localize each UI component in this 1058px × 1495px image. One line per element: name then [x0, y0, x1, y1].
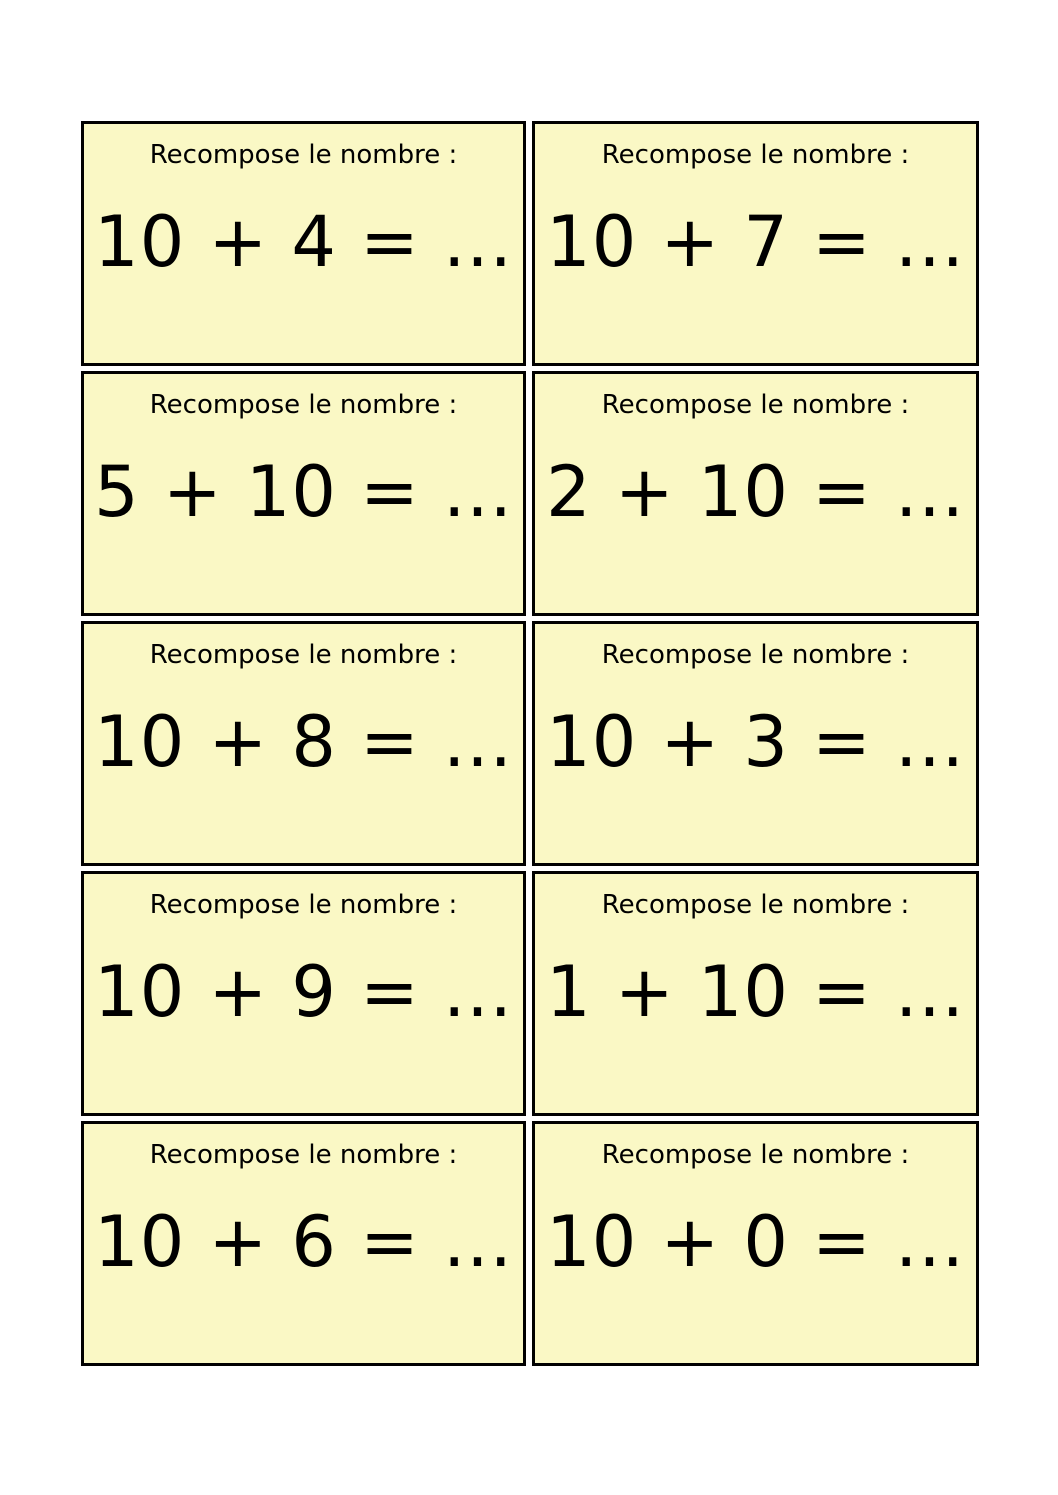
flashcard: [81, 871, 526, 1116]
flashcard: [532, 871, 979, 1116]
flashcard: [81, 371, 526, 616]
card-expression: 10 + 7 = ...: [546, 201, 965, 284]
card-title: Recompose le nombre :: [601, 890, 910, 920]
card-expression: 10 + 8 = ...: [94, 701, 513, 784]
card-expression: 5 + 10 = ...: [94, 451, 513, 534]
flashcard: [532, 371, 979, 616]
card-title: Recompose le nombre :: [149, 1140, 458, 1170]
card-expression: 10 + 4 = ...: [94, 201, 513, 284]
card-expression: 10 + 3 = ...: [546, 701, 965, 784]
card-expression: 2 + 10 = ...: [546, 451, 965, 534]
flashcard: [81, 1121, 526, 1366]
card-title: Recompose le nombre :: [149, 890, 458, 920]
card-expression: 10 + 9 = ...: [94, 951, 513, 1034]
card-expression: 10 + 0 = ...: [546, 1201, 965, 1284]
flashcard: [81, 121, 526, 366]
card-title: Recompose le nombre :: [601, 140, 910, 170]
card-title: Recompose le nombre :: [149, 640, 458, 670]
card-title: Recompose le nombre :: [601, 640, 910, 670]
card-title: Recompose le nombre :: [601, 1140, 910, 1170]
card-title: Recompose le nombre :: [601, 390, 910, 420]
card-title: Recompose le nombre :: [149, 390, 458, 420]
flashcard: [532, 121, 979, 366]
flashcard: [532, 621, 979, 866]
flashcard-grid: [81, 121, 979, 1366]
card-title: Recompose le nombre :: [149, 140, 458, 170]
flashcard: [81, 621, 526, 866]
card-expression: 1 + 10 = ...: [546, 951, 965, 1034]
flashcard: [532, 1121, 979, 1366]
card-expression: 10 + 6 = ...: [94, 1201, 513, 1284]
